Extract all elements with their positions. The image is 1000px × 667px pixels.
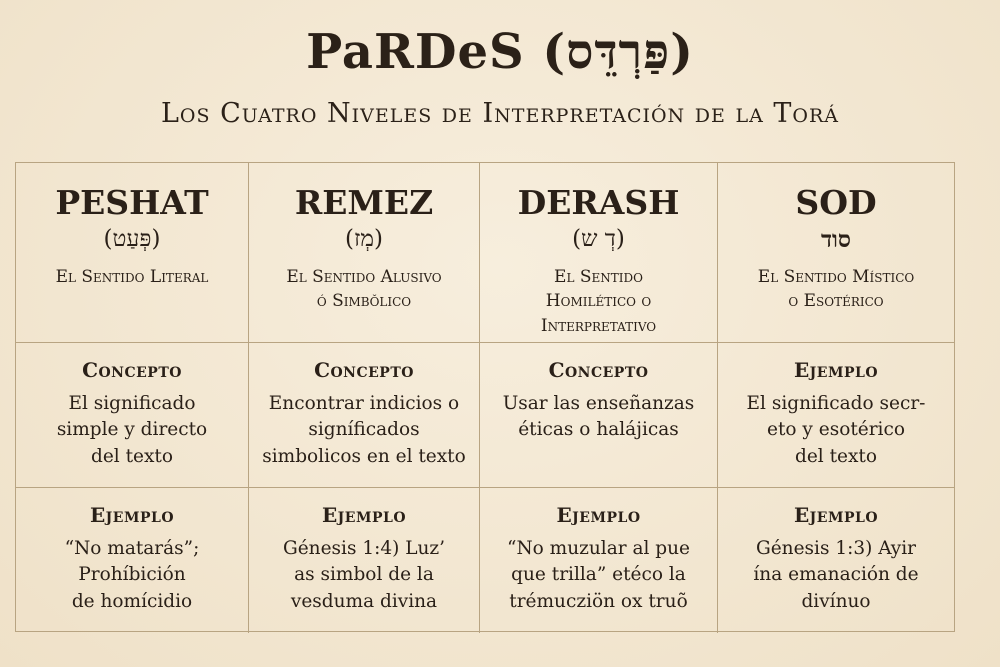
cell-label: Concepto xyxy=(314,358,414,382)
cell-label: Ejemplo xyxy=(793,503,879,527)
cell-label: Concepto xyxy=(82,358,182,382)
text-line: Encontrar indicios o xyxy=(268,393,460,414)
level-hebrew: (דְ ש) xyxy=(572,226,625,253)
text-line: trémucziön ox truõ xyxy=(509,590,688,612)
cell-text xyxy=(16,391,248,470)
text-line: “No matarás”; xyxy=(64,538,200,559)
text-line: eto y esotérico xyxy=(767,419,905,441)
text-line: vesduma divina xyxy=(290,590,438,612)
example-cell-remez xyxy=(249,488,480,633)
description-line: o Esotérico xyxy=(788,291,884,312)
text-line: del texto xyxy=(795,445,877,467)
text-line: que trilla” etéco la xyxy=(511,564,686,586)
text-line: Génesis 1:4) Luz’ xyxy=(282,538,446,559)
text-line: del texto xyxy=(91,445,173,467)
header-cell-sod xyxy=(718,163,954,343)
text-line: de homícidio xyxy=(71,590,193,612)
page-title: PaRDeS (פַּרְדֵּס) xyxy=(306,24,694,80)
level-description xyxy=(249,265,479,314)
text-line: Prohíbición xyxy=(78,564,186,586)
concept-cell-derash xyxy=(480,343,718,488)
description-line: El Sentido Alusivo xyxy=(286,266,442,287)
level-hebrew: סוד xyxy=(820,226,852,254)
text-line: éticas o halájicas xyxy=(518,419,679,441)
header-cell-derash xyxy=(480,163,718,343)
cell-label: Ejemplo xyxy=(321,503,407,527)
text-line: signíficados xyxy=(308,419,420,441)
example-cell-peshat xyxy=(16,488,249,633)
cell-text xyxy=(718,536,954,615)
text-line: Génesis 1:3) Ayir xyxy=(755,538,917,559)
level-hebrew: (פְּעַט) xyxy=(103,226,161,253)
page-subtitle: Los Cuatro Niveles de Interpretación de la Torá xyxy=(160,98,839,129)
pardes-table xyxy=(15,162,955,632)
header-cell-peshat xyxy=(16,163,249,343)
concept-cell-sod xyxy=(718,343,954,488)
description-line: El Sentido xyxy=(554,266,643,287)
level-description xyxy=(16,265,248,290)
cell-text xyxy=(480,536,717,615)
text-line: divínuo xyxy=(801,590,871,612)
description-line: Homilético o xyxy=(545,291,652,312)
cell-label: Ejemplo xyxy=(556,503,641,527)
text-line: El significado secr- xyxy=(746,393,926,414)
cell-text xyxy=(249,391,479,470)
description-line: ó Simbǒlico xyxy=(316,291,412,312)
cell-label: Ejemplo xyxy=(793,358,879,382)
level-description xyxy=(480,265,717,339)
concept-cell-remez xyxy=(249,343,480,488)
description-line: Interpretativo xyxy=(540,315,657,336)
level-name: SOD xyxy=(795,183,877,222)
text-line: “No muzular al pue xyxy=(507,538,690,559)
description-line: El Sentido Místico xyxy=(757,266,915,287)
cell-text xyxy=(249,536,479,615)
level-hebrew: (מְז) xyxy=(344,226,383,253)
cell-text xyxy=(480,391,717,444)
text-line: ína emanación de xyxy=(753,564,919,586)
text-line: simbolicos en el texto xyxy=(262,445,466,467)
level-name: PESHAT xyxy=(55,183,209,222)
cell-label: Concepto xyxy=(548,358,649,382)
text-line: as simbol de la xyxy=(294,564,434,586)
text-line: Usar las enseñanzas xyxy=(502,393,695,414)
text-line: simple y directo xyxy=(56,419,208,441)
example-cell-derash xyxy=(480,488,718,633)
description-line: El Sentido Literal xyxy=(55,266,209,287)
text-line: El significado xyxy=(68,393,196,414)
level-name: REMEZ xyxy=(294,183,434,222)
concept-cell-peshat xyxy=(16,343,249,488)
cell-text xyxy=(16,536,248,615)
header-cell-remez xyxy=(249,163,480,343)
cell-label: Ejemplo xyxy=(89,503,175,527)
example-cell-sod xyxy=(718,488,954,633)
level-name: DERASH xyxy=(517,183,680,222)
level-description xyxy=(718,265,954,314)
cell-text xyxy=(718,391,954,470)
